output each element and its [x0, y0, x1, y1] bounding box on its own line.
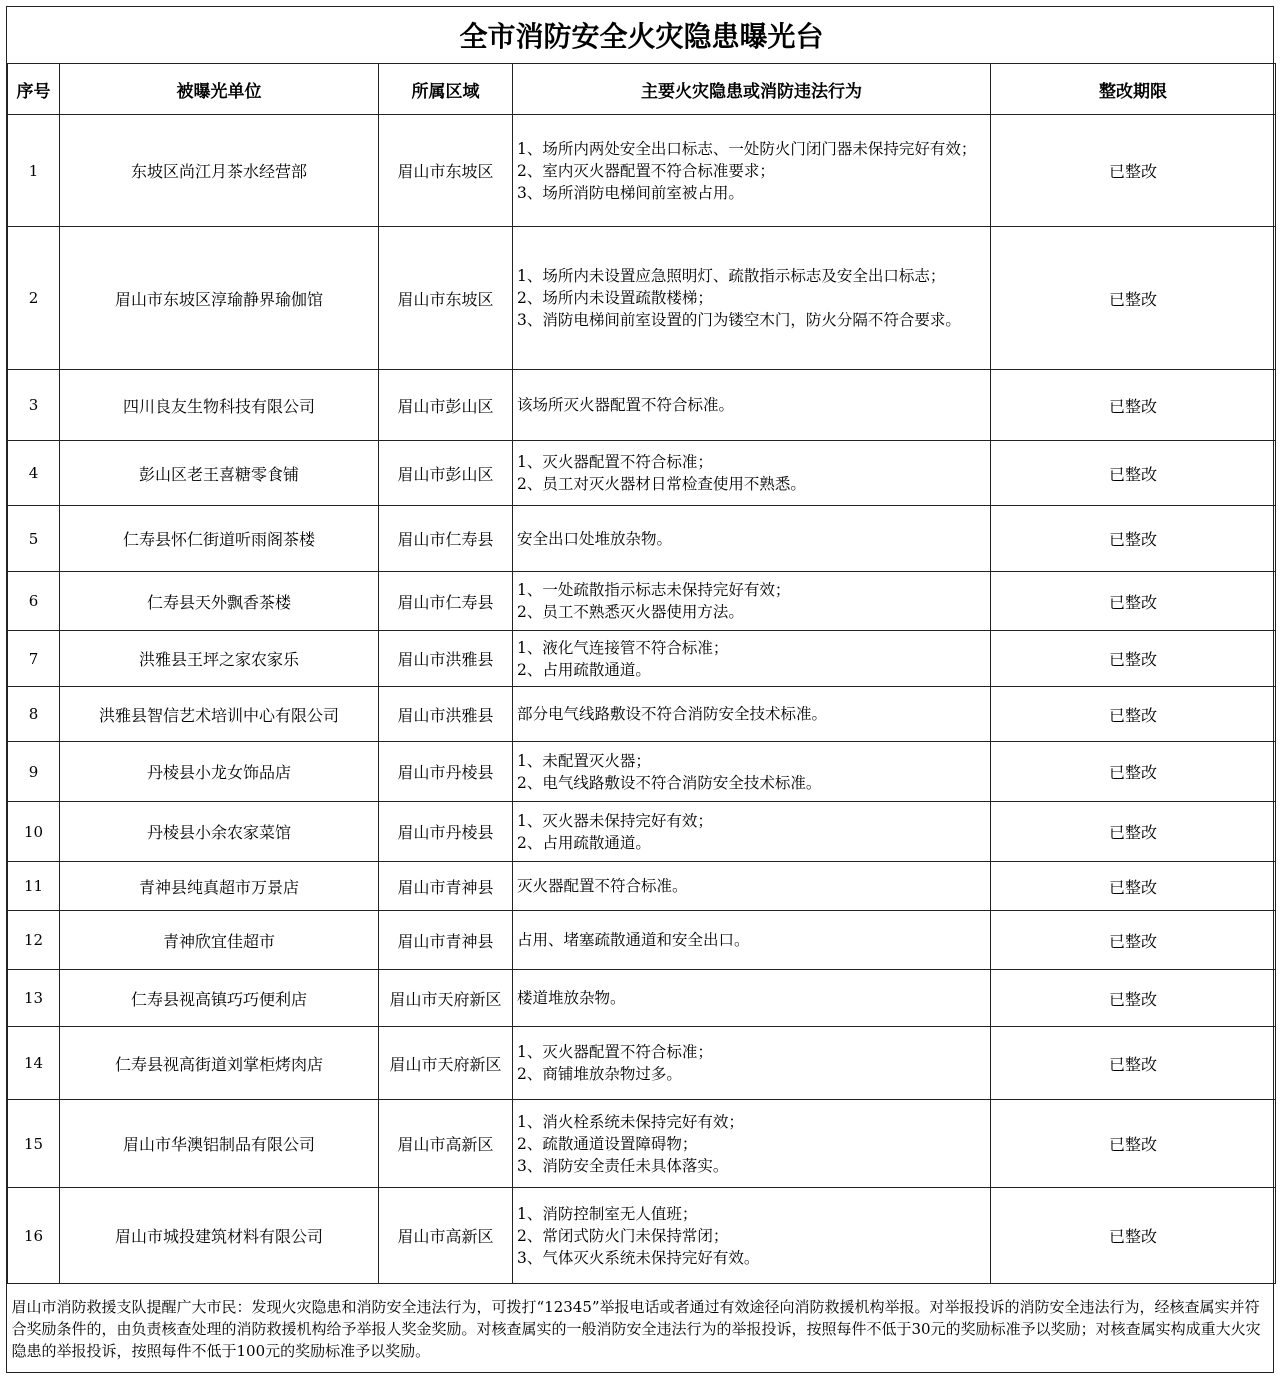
- row-issues: [513, 227, 991, 370]
- table-header: [8, 64, 1276, 115]
- table-row: [8, 802, 1276, 862]
- row-issues: [513, 862, 991, 911]
- header-seq: 序号: [8, 64, 60, 115]
- row-status: 已整改: [991, 742, 1276, 802]
- row-issues: [513, 506, 991, 572]
- row-unit: 丹棱县小余农家菜馆: [60, 802, 379, 862]
- row-status: 已整改: [991, 1188, 1276, 1284]
- table-row: [8, 441, 1276, 506]
- row-issues: [513, 687, 991, 742]
- issue-line: 部分电气线路敷设不符合消防安全技术标准。: [517, 705, 828, 723]
- row-area: 眉山市丹棱县: [379, 802, 513, 862]
- table-row: [8, 227, 1276, 370]
- issue-line: 占用、堵塞疏散通道和安全出口。: [517, 931, 750, 949]
- row-seq: 15: [8, 1100, 60, 1188]
- page-title: 全市消防安全火灾隐患曝光台: [8, 7, 1276, 64]
- row-issues: [513, 1027, 991, 1100]
- row-status: 已整改: [991, 506, 1276, 572]
- row-issues: [513, 631, 991, 687]
- row-status: 已整改: [991, 1027, 1276, 1100]
- row-issues: [513, 911, 991, 970]
- row-unit: 仁寿县怀仁街道听雨阁茶楼: [60, 506, 379, 572]
- row-seq: 8: [8, 687, 60, 742]
- row-status: 已整改: [991, 802, 1276, 862]
- table-row: [8, 1100, 1276, 1188]
- row-area: 眉山市彭山区: [379, 370, 513, 441]
- row-status: 已整改: [991, 115, 1276, 227]
- issue-line: 2、商铺堆放杂物过多。: [517, 1065, 682, 1083]
- row-unit: 丹棱县小龙女饰品店: [60, 742, 379, 802]
- footer-note: 眉山市消防救援支队提醒广大市民：发现火灾隐患和消防安全违法行为，可拨打“12345”举报电话或者通过有效途径向消防救援机构举报。对举报投诉的消防安全违法行为，经核查属实并符合奖励条件的，由负责核查处理的消防救援机构给予举报人奖金奖励。对核查属实的一般消防安全违法行为的举报投诉，按照每件不低于30元的奖励标准予以奖励；对核查属实构成重大火灾隐患的举报投诉，按照每件不低于100元的奖励标准予以奖励。: [8, 1284, 1276, 1373]
- row-issues: [513, 970, 991, 1027]
- table-row: [8, 572, 1276, 631]
- row-seq: 7: [8, 631, 60, 687]
- row-unit: 仁寿县视高街道刘掌柜烤肉店: [60, 1027, 379, 1100]
- table-row: [8, 911, 1276, 970]
- issue-line: 2、场所内未设置疏散楼梯；: [517, 289, 713, 307]
- row-area: 眉山市彭山区: [379, 441, 513, 506]
- row-area: 眉山市丹棱县: [379, 742, 513, 802]
- issue-line: 2、电气线路敷设不符合消防安全技术标准。: [517, 773, 822, 792]
- row-area: 眉山市天府新区: [379, 970, 513, 1027]
- exposure-sheet: [6, 6, 1274, 1373]
- row-seq: 1: [8, 115, 60, 227]
- row-status: 已整改: [991, 572, 1276, 631]
- row-area: 眉山市仁寿县: [379, 506, 513, 572]
- row-issues: [513, 742, 991, 802]
- row-unit: 彭山区老王喜糖零食铺: [60, 441, 379, 506]
- row-status: 已整改: [991, 862, 1276, 911]
- row-seq: 4: [8, 441, 60, 506]
- row-area: 眉山市高新区: [379, 1188, 513, 1284]
- row-unit: 青神欣宜佳超市: [60, 911, 379, 970]
- row-seq: 5: [8, 506, 60, 572]
- issue-line: 2、占用疏散通道。: [517, 833, 651, 852]
- row-seq: 11: [8, 862, 60, 911]
- row-seq: 16: [8, 1188, 60, 1284]
- table-row: [8, 862, 1276, 911]
- table-row: [8, 631, 1276, 687]
- header-deadline: 整改期限: [991, 64, 1276, 115]
- issue-line: 2、员工不熟悉灭火器使用方法。: [517, 603, 744, 621]
- row-area: 眉山市洪雅县: [379, 631, 513, 687]
- row-unit: 青神县纯真超市万景店: [60, 862, 379, 911]
- row-unit: 仁寿县天外飘香茶楼: [60, 572, 379, 631]
- row-status: 已整改: [991, 687, 1276, 742]
- row-seq: 12: [8, 911, 60, 970]
- row-unit: 洪雅县智信艺术培训中心有限公司: [60, 687, 379, 742]
- row-issues: [513, 1100, 991, 1188]
- row-unit: 四川良友生物科技有限公司: [60, 370, 379, 441]
- issue-line: 3、气体灭火系统未保持完好有效。: [517, 1248, 760, 1267]
- row-seq: 10: [8, 802, 60, 862]
- row-seq: 13: [8, 970, 60, 1027]
- header-unit: 被曝光单位: [60, 64, 379, 115]
- issue-line: 2、常闭式防火门未保持常闭；: [517, 1226, 729, 1245]
- issue-line: 1、消防控制室无人值班；: [517, 1204, 698, 1223]
- issue-line: 2、员工对灭火器材日常检查使用不熟悉。: [517, 475, 806, 493]
- issue-line: 1、灭火器未保持完好有效；: [517, 811, 713, 830]
- table-row: [8, 1188, 1276, 1284]
- table-row: [8, 1027, 1276, 1100]
- issue-line: 1、灭火器配置不符合标准；: [517, 1043, 713, 1061]
- row-issues: [513, 115, 991, 227]
- issue-line: 2、占用疏散通道。: [517, 660, 651, 679]
- row-seq: 14: [8, 1027, 60, 1100]
- row-status: 已整改: [991, 441, 1276, 506]
- issue-line: 1、一处疏散指示标志未保持完好有效；: [517, 581, 791, 599]
- row-status: 已整改: [991, 970, 1276, 1027]
- table-row: [8, 370, 1276, 441]
- row-area: 眉山市青神县: [379, 911, 513, 970]
- row-issues: [513, 572, 991, 631]
- row-area: 眉山市洪雅县: [379, 687, 513, 742]
- row-area: 眉山市仁寿县: [379, 572, 513, 631]
- row-status: 已整改: [991, 227, 1276, 370]
- issue-line: 灭火器配置不符合标准。: [517, 877, 688, 895]
- exposure-table: [7, 7, 1276, 1372]
- row-unit: 东坡区尚江月茶水经营部: [60, 115, 379, 227]
- issue-line: 3、消防安全责任未具体落实。: [517, 1156, 729, 1175]
- row-unit: 眉山市华澳铝制品有限公司: [60, 1100, 379, 1188]
- row-area: 眉山市东坡区: [379, 227, 513, 370]
- table-row: [8, 687, 1276, 742]
- issue-line: 1、场所内两处安全出口标志、一处防火门闭门器未保持完好有效；: [517, 139, 977, 158]
- row-seq: 6: [8, 572, 60, 631]
- table-row: [8, 742, 1276, 802]
- table-row: [8, 970, 1276, 1027]
- row-status: 已整改: [991, 631, 1276, 687]
- row-seq: 2: [8, 227, 60, 370]
- table-row: [8, 506, 1276, 572]
- row-unit: 洪雅县王坪之家农家乐: [60, 631, 379, 687]
- issue-line: 该场所灭火器配置不符合标准。: [517, 396, 735, 414]
- issue-line: 1、场所内未设置应急照明灯、疏散指示标志及安全出口标志；: [517, 267, 946, 285]
- issue-line: 安全出口处堆放杂物。: [517, 529, 673, 548]
- issue-line: 1、消火栓系统未保持完好有效；: [517, 1112, 744, 1131]
- row-seq: 9: [8, 742, 60, 802]
- row-status: 已整改: [991, 370, 1276, 441]
- row-issues: [513, 1188, 991, 1284]
- issue-line: 1、灭火器配置不符合标准；: [517, 453, 713, 471]
- row-area: 眉山市东坡区: [379, 115, 513, 227]
- table-row: [8, 115, 1276, 227]
- row-unit: 仁寿县视高镇巧巧便利店: [60, 970, 379, 1027]
- row-area: 眉山市高新区: [379, 1100, 513, 1188]
- row-unit: 眉山市城投建筑材料有限公司: [60, 1188, 379, 1284]
- row-seq: 3: [8, 370, 60, 441]
- row-area: 眉山市青神县: [379, 862, 513, 911]
- issue-line: 3、消防电梯间前室设置的门为镂空木门，防火分隔不符合要求。: [517, 311, 961, 329]
- header-issues: 主要火灾隐患或消防违法行为: [513, 64, 991, 115]
- issue-line: 1、未配置灭火器；: [517, 751, 651, 770]
- row-issues: [513, 802, 991, 862]
- issue-line: 3、场所消防电梯间前室被占用。: [517, 183, 744, 202]
- row-unit: 眉山市东坡区淳瑜静界瑜伽馆: [60, 227, 379, 370]
- row-issues: [513, 441, 991, 506]
- issue-line: 楼道堆放杂物。: [517, 989, 626, 1007]
- issue-line: 2、疏散通道设置障碍物；: [517, 1134, 698, 1153]
- row-issues: [513, 370, 991, 441]
- header-area: 所属区域: [379, 64, 513, 115]
- row-status: 已整改: [991, 911, 1276, 970]
- row-area: 眉山市天府新区: [379, 1027, 513, 1100]
- issue-line: 1、液化气连接管不符合标准；: [517, 638, 729, 657]
- issue-line: 2、室内灭火器配置不符合标准要求；: [517, 161, 775, 180]
- row-status: 已整改: [991, 1100, 1276, 1188]
